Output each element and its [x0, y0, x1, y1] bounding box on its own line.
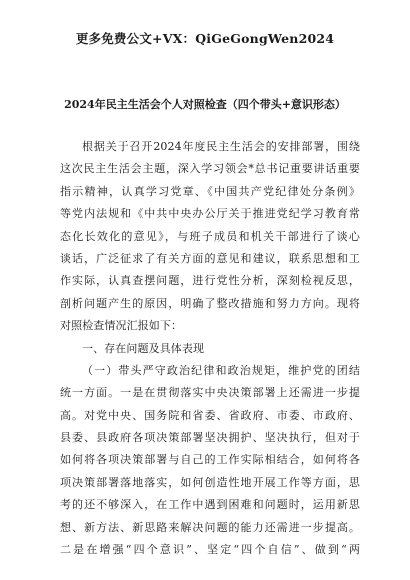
- paragraph-line: 作实际，认真查摆问题，进行党性分析，深刻检视反思，: [60, 274, 360, 288]
- paragraph-line: 高。对党中央、国务院和省委、省政府、市委、市政府、: [60, 408, 360, 422]
- paragraph-line: 项决策部署落地落实，如何创造性地开展工作等方面，思: [60, 475, 360, 489]
- paragraph-line: 对照检查情况汇报如下：: [60, 319, 183, 333]
- paragraph-line: 态化长效化的意见》，与班子成员和机关干部进行了谈心: [60, 229, 360, 243]
- paragraph-line: 统一方面。一是在贯彻落实中央决策部署上还需进一步提: [60, 386, 360, 400]
- paragraph-line: 根据关于召开2024年度民主生活会的安排部署，围绕: [82, 140, 360, 153]
- paragraph-line: 二是在增强“四个意识”、坚定“四个自信”、做到“两: [60, 543, 360, 557]
- document-body: [60, 136, 360, 561]
- paragraph-line: 考的还不够深入，在工作中遇到困难和问题时，运用新思: [60, 498, 360, 512]
- paragraph-line: 等党内法规和《中共中央办公厅关于推进党纪学习教育常: [60, 207, 360, 221]
- paragraph-line: 指示精神，认真学习党章、《中国共产党纪律处分条例》: [60, 184, 360, 198]
- document-title: 2024年民主生活会个人对照检查（四个带头+意识形态）: [64, 98, 346, 111]
- watermark-text: 更多免费公文+VX：QiGeGongWen2024: [75, 31, 335, 46]
- paragraph-line: 如何将各项决策部署与自己的工作实际相结合，如何将各: [60, 453, 360, 467]
- section-heading: 一、存在问题及具体表现: [82, 341, 205, 355]
- paragraph-line: 剖析问题产生的原因，明确了整改措施和努力方向。现将: [60, 296, 360, 310]
- paragraph-line: （一）带头严守政治纪律和政治规矩，维护党的团结: [82, 363, 360, 377]
- paragraph-line: 县委、县政府各项决策部署坚决拥护、坚决执行，但对于: [60, 431, 360, 445]
- paragraph-line: 谈话，广泛征求了有关方面的意见和建议，联系思想和工: [60, 251, 360, 265]
- paragraph-line: 这次民主生活会主题，深入学习领会*总书记重要讲话重要: [60, 162, 360, 176]
- paragraph-line: 想、新方法、新思路来解决问题的能力还需进一步提高。: [60, 520, 360, 534]
